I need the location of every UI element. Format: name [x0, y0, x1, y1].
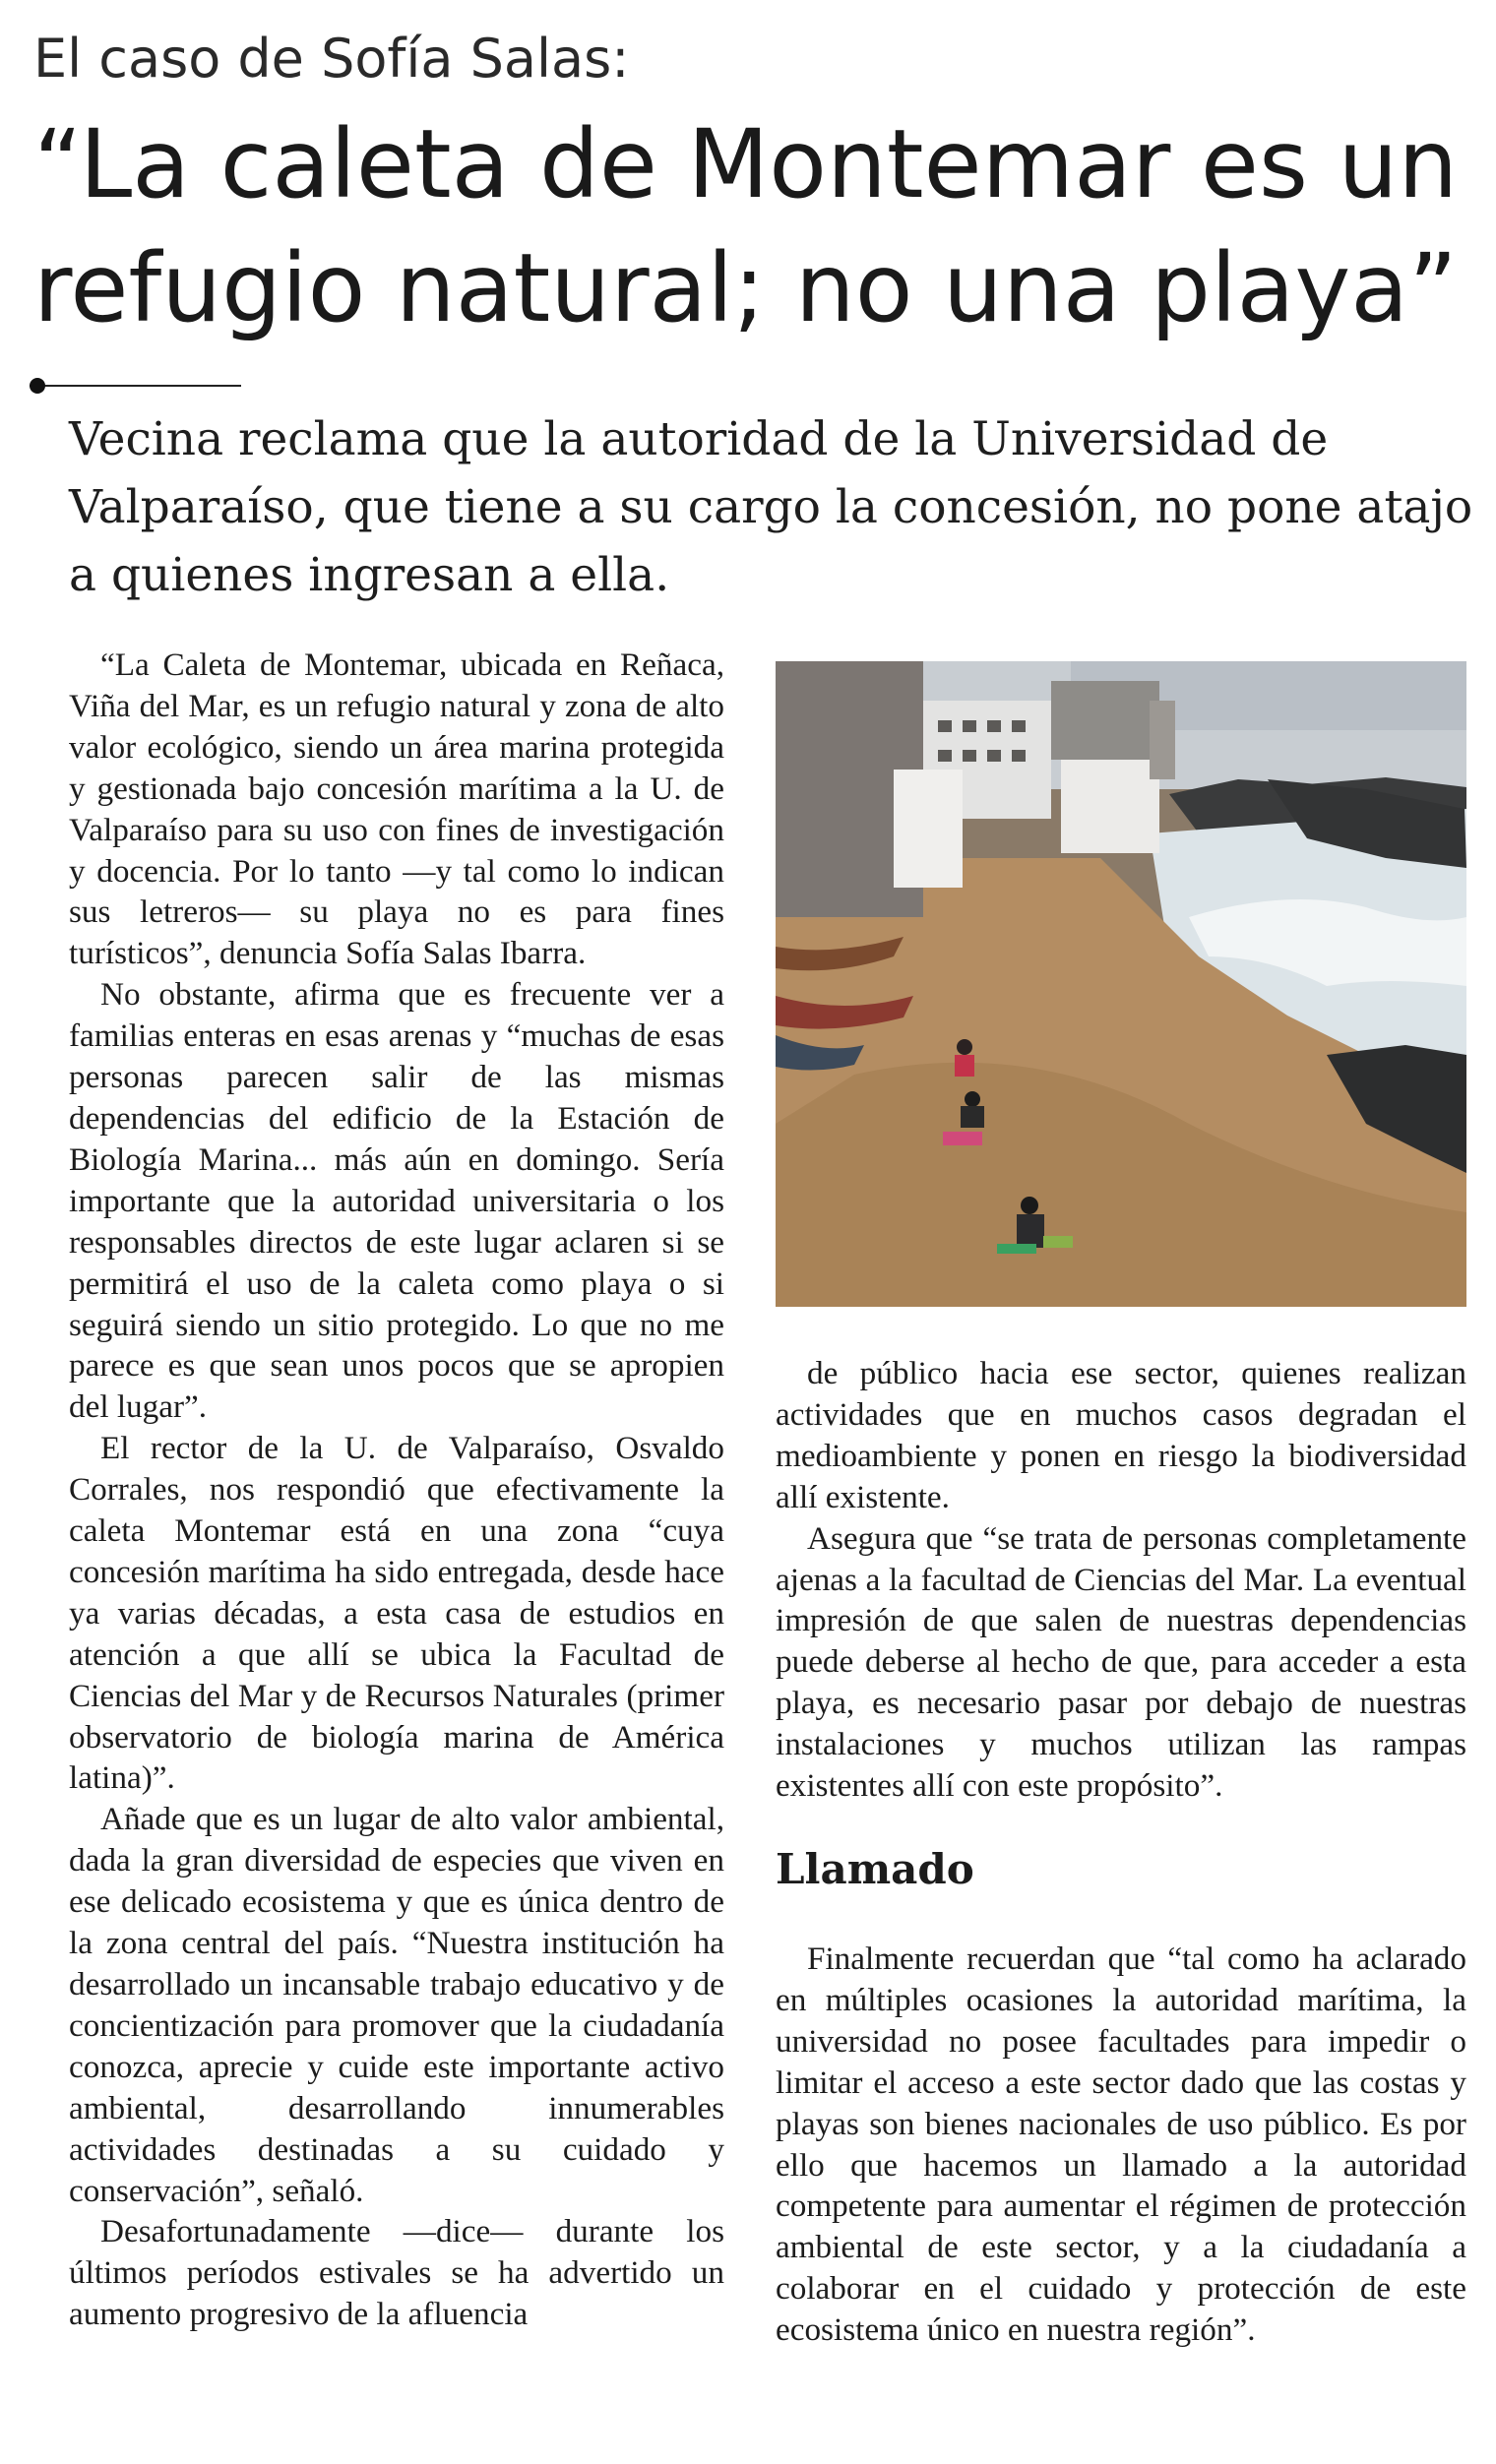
article-headline: “La caleta de Montemar es un refugio natural; no una playa”	[33, 109, 1459, 343]
body-paragraph: de público hacia ese sector, quienes realizan actividades que en muchos casos degradan el medioambiente y ponen en riesgo la biodiversidad allí existente.	[776, 1355, 1466, 1515]
article-kicker: El caso de Sofía Salas:	[33, 28, 630, 90]
body-paragraph: Añade que es un lugar de alto valor ambiental, dada la gran diversidad de especies que viven en ese delicado ecosistema y que es única dentro de la zona central del país. “Nuestra institución ha desarrollado un incansable trabajo educativo y de concientización para promover que la ciudadanía conozca, aprecie y cuide este importante activo ambiental, desarrollando innumerables actividades destinadas a su cuidado y conservación”, señaló.	[69, 1801, 724, 2209]
body-paragraph: “La Caleta de Montemar, ubicada en Reñaca, Viña del Mar, es un refugio natural y zona de alto valor ecológico, siendo un área marina protegida y gestionada bajo concesión marítima a la U. de Valparaíso para su uso con fines de investigación y docencia. Por lo tanto —y tal como lo indican sus letreros— su playa no es para fines turísticos”, denuncia Sofía Salas Ibarra.	[69, 647, 724, 972]
section-subhead: Llamado	[776, 1844, 974, 1893]
rule-dot	[30, 378, 45, 394]
caleta-photo	[776, 661, 1466, 1307]
article-deck: Vecina reclama que la autoridad de la Universidad de Valparaíso, que tiene a su cargo la concesión, no pone atajo a quienes ingresan a ella.	[69, 412, 1473, 602]
body-column-left	[69, 645, 724, 2335]
body-paragraph: No obstante, afirma que es frecuente ver a familias enteras en esas arenas y “muchas de esas personas parecen salir de las mismas dependencias del edificio de la Estación de Biología Marina... más aún en domingo. Sería importante que la autoridad universitaria o los responsables directos de este lugar aclaren si se permitirá el uso de la caleta como playa o si seguirá siendo un sitio protegido. Lo que no me parece es que sean unos pocos que se apropien del lugar”.	[69, 976, 724, 1426]
body-paragraph: El rector de la U. de Valparaíso, Osvaldo Corrales, nos respondió que efectivamente la caleta Montemar está en una zona “cuya concesión marítima ha sido entregada, desde hace ya varias décadas, a esta casa de estudios en atención a que allí se ubica la Facultad de Ciencias del Mar y de Recursos Naturales (primer observatorio de biología marina de América latina)”.	[69, 1430, 724, 1797]
body-paragraph: Finalmente recuerdan que “tal como ha aclarado en múltiples ocasiones la autoridad marítima, la universidad no posee facultades para impedir o limitar el acceso a este sector dado que las costas y playas son bienes nacionales de uso público. Es por ello que hacemos un llamado a la autoridad competente para aumentar el régimen de protección ambiental de este sector, y a la ciudadanía a colaborar en el cuidado y protección de este ecosistema único en nuestra región”.	[776, 1940, 1466, 2349]
headline-rule	[30, 385, 241, 387]
body-column-right	[776, 1353, 1466, 2351]
body-paragraph: Desafortunadamente —dice— durante los últimos períodos estivales se ha advertido un aumento progresivo de la afluencia	[69, 2213, 724, 2333]
body-paragraph: Asegura que “se trata de personas completamente ajenas a la facultad de Ciencias del Mar. La eventual impresión de que salen de nuestras dependencias puede deberse al hecho de que, para acceder a esta playa, es necesario pasar por debajo de nuestras instalaciones y muchos utilizan las rampas existentes allí con este propósito”.	[776, 1519, 1466, 1805]
